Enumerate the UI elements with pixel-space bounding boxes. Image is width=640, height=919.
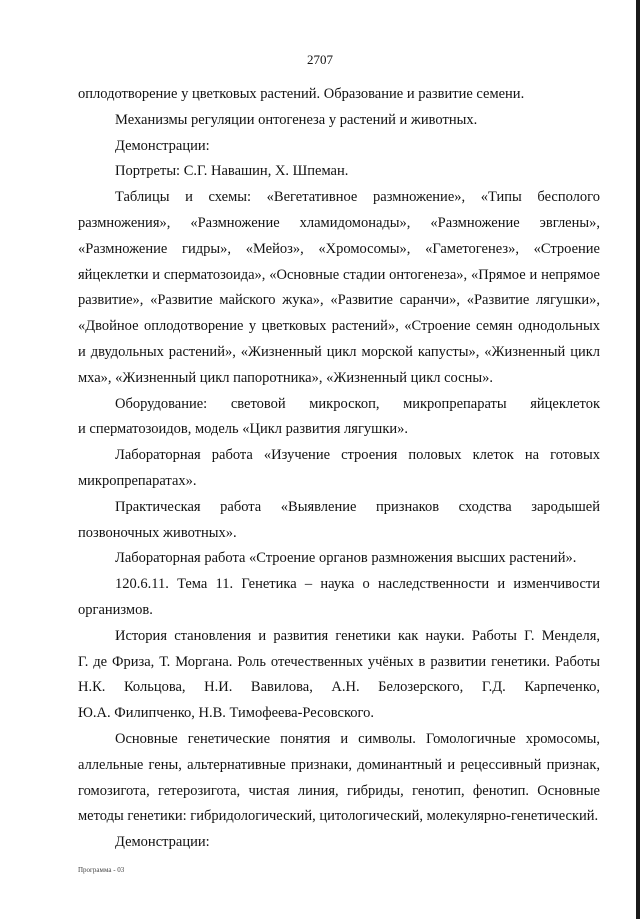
text-line: микропрепаратах». bbox=[78, 472, 197, 489]
text-line: размножения», «Размножение хламидомонады», «Размножение эвглены», bbox=[78, 214, 600, 231]
paragraph-demonstrations: Демонстрации: bbox=[115, 137, 210, 154]
text-line: позвоночных животных». bbox=[78, 524, 237, 541]
text-line: гомозигота, гетерозигота, чистая линия, гибриды, генотип, фенотип. Основные bbox=[78, 782, 600, 799]
text-line: организмов. bbox=[78, 601, 153, 618]
scan-edge bbox=[636, 0, 640, 919]
text-line: 120.6.11. Тема 11. Генетика – наука о наследственности и изменчивости bbox=[115, 576, 600, 593]
document-body bbox=[78, 82, 600, 856]
text-line: и сперматозоидов, модель «Цикл развития лягушки». bbox=[78, 421, 408, 438]
paragraph-topic-11 bbox=[78, 572, 600, 624]
text-line: Основные генетические понятия и символы. Гомологичные хромосомы, bbox=[115, 730, 600, 747]
paragraph-tables bbox=[78, 185, 600, 391]
paragraph-portraits: Портреты: С.Г. Навашин, Х. Шпеман. bbox=[115, 163, 349, 180]
paragraph-demonstrations-2: Демонстрации: bbox=[115, 834, 210, 851]
paragraph-continuation: оплодотворение у цветковых растений. Образование и развитие семени. bbox=[78, 86, 525, 102]
paragraph-practical-work bbox=[78, 495, 600, 547]
text-line: Оборудование: световой микроскоп, микропрепараты яйцеклеток bbox=[115, 395, 600, 412]
text-line: Таблицы и схемы: «Вегетативное размножение», «Типы бесполого bbox=[115, 189, 600, 206]
page-number: 2707 bbox=[307, 52, 333, 67]
paragraph-lab-work-cells bbox=[78, 443, 600, 495]
text-line: «Размножение гидры», «Мейоз», «Хромосомы», «Гаметогенез», «Строение bbox=[78, 240, 600, 257]
text-line: методы генетики: гибридологический, цитологический, молекулярно-генетический. bbox=[78, 808, 599, 825]
paragraph-concepts bbox=[78, 727, 600, 830]
text-line: Г. де Фриза, Т. Моргана. Роль отечественных учёных в развитии генетики. Работы bbox=[78, 653, 600, 670]
paragraph-regulation: Механизмы регуляции онтогенеза у растений и животных. bbox=[115, 111, 478, 128]
text-line: История становления и развития генетики как науки. Работы Г. Менделя, bbox=[115, 627, 600, 644]
text-line: развитие», «Развитие майского жука», «Развитие саранчи», «Развитие лягушки», bbox=[78, 292, 600, 309]
text-line: Практическая работа «Выявление признаков сходства зародышей bbox=[115, 498, 600, 515]
text-line: и двудольных растений», «Жизненный цикл морской капусты», «Жизненный цикл bbox=[78, 343, 600, 360]
text-line: Лабораторная работа «Изучение строения половых клеток на готовых bbox=[115, 447, 600, 464]
text-line: Н.К. Кольцова, Н.И. Вавилова, А.Н. Белозерского, Г.Д. Карпеченко, bbox=[78, 679, 600, 696]
text-line: аллельные гены, альтернативные признаки, доминантный и рецессивный признак, bbox=[78, 756, 600, 773]
paragraph-lab-work-plants: Лабораторная работа «Строение органов размножения высших растений». bbox=[115, 550, 577, 567]
text-line: «Двойное оплодотворение у цветковых растений», «Строение семян однодольных bbox=[78, 318, 600, 335]
text-line: мха», «Жизненный цикл папоротника», «Жизненный цикл сосны». bbox=[78, 369, 493, 386]
text-line: яйцеклетки и сперматозоида», «Основные стадии онтогенеза», «Прямое и непрямое bbox=[78, 266, 600, 283]
page-footer: Программа - 03 bbox=[78, 866, 125, 874]
paragraph-history bbox=[78, 624, 600, 727]
text-line: Ю.А. Филипченко, Н.В. Тимофеева-Ресовского. bbox=[78, 705, 374, 722]
paragraph-equipment bbox=[78, 392, 600, 444]
